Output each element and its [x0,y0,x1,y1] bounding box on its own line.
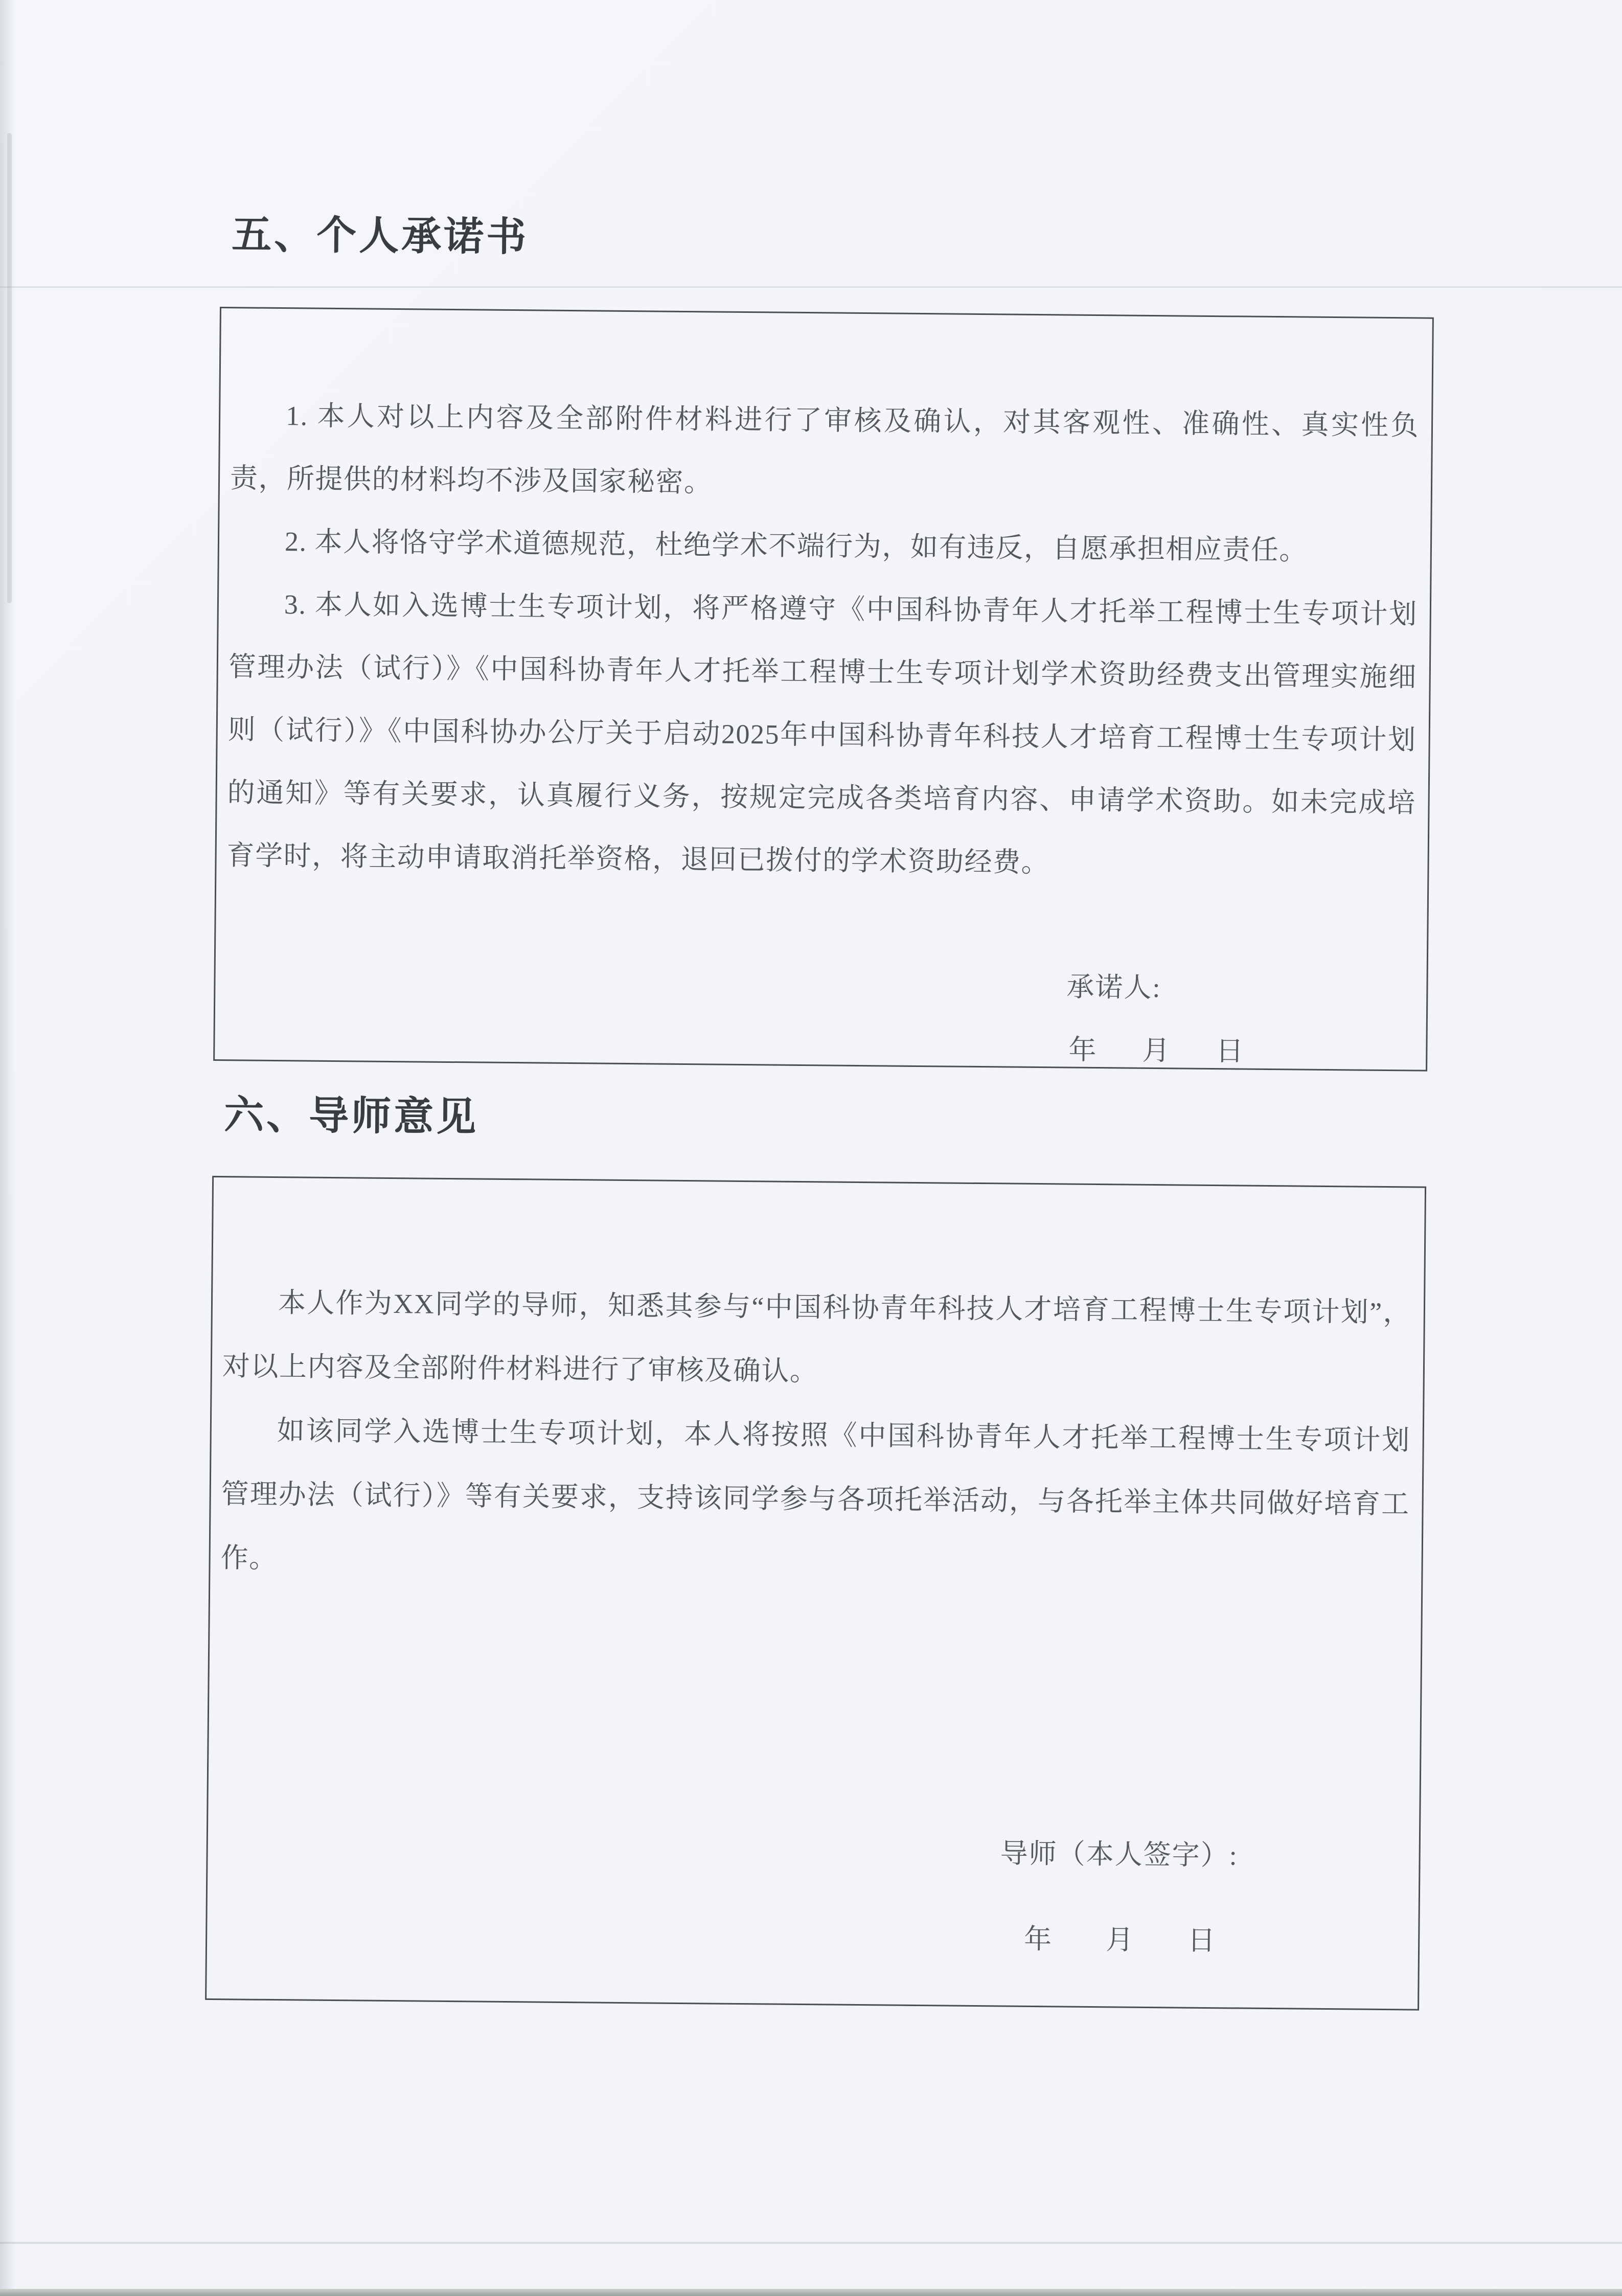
promiser-signature-label: 承诺人: [1066,971,1161,1004]
advisor-box [205,1176,1426,2011]
advisor-signature-label: 导师（本人签字）: [1000,1838,1238,1871]
year-label: 年 [1023,1923,1053,1955]
advisor-paragraph-2: 如该同学入选博士生专项计划，本人将按照《中国科协青年人才托举工程博士生专项计划管理办法（试行）》等有关要求，支持该同学参与各项托举活动，与各托举主体共同做好培育工作。 [220,1415,1411,1574]
scan-streak-artifact-top [0,286,1622,288]
scan-streak-artifact-bottom [0,2242,1622,2244]
commitment-box [213,307,1434,1072]
advisor-date-line [1024,1907,1406,1975]
commitment-paragraph-2: 2. 本人将恪守学术道德规范，杜绝学术不端行为，如有违反，自愿承担相应责任。 [284,526,1308,566]
scan-bottom-edge-artifact [0,2289,1622,2296]
commitment-paragraph-3: 3. 本人如入选博士生专项计划，将严格遵守《中国科协青年人才托举工程博士生专项计划管理办法（试行）》《中国科协青年人才托举工程博士生专项计划学术资助经费支出管理实施细则（试行）》《中国科协办公厅关于启动2025年中国科协青年科技人才培育工程博士生专项计划的通知》等有关要求，认真履行义务，按规定完成各类培育内容、申请学术资助。如未完成培育学时，将主动申请取消托举资格，退回已拨付的学术资助经费。 [226,589,1418,878]
month-label: 月 [1142,1035,1171,1066]
day-label: 日 [1216,1036,1245,1067]
advisor-paragraph-1: 本人作为XX同学的导师，知悉其参与“中国科协青年科技人才培育工程博士生专项计划”，对以上内容及全部附件材料进行了审核及确认。 [222,1287,1412,1387]
commitment-date-line [1068,1019,1414,1085]
advisor-heading: 六、导师意见 [223,1092,479,1141]
commitment-paragraph-1: 1. 本人对以上内容及全部附件材料进行了审核及确认，对其客观性、准确性、真实性负责，所提供的材料均不涉及国家秘密。 [230,400,1420,498]
year-label: 年 [1068,1034,1098,1066]
commitment-heading: 五、个人承诺书 [231,212,529,261]
month-label: 月 [1105,1924,1135,1956]
day-label: 日 [1187,1925,1217,1957]
section-commitment [3,0,1622,1067]
scan-left-edge-smudge [7,133,12,603]
